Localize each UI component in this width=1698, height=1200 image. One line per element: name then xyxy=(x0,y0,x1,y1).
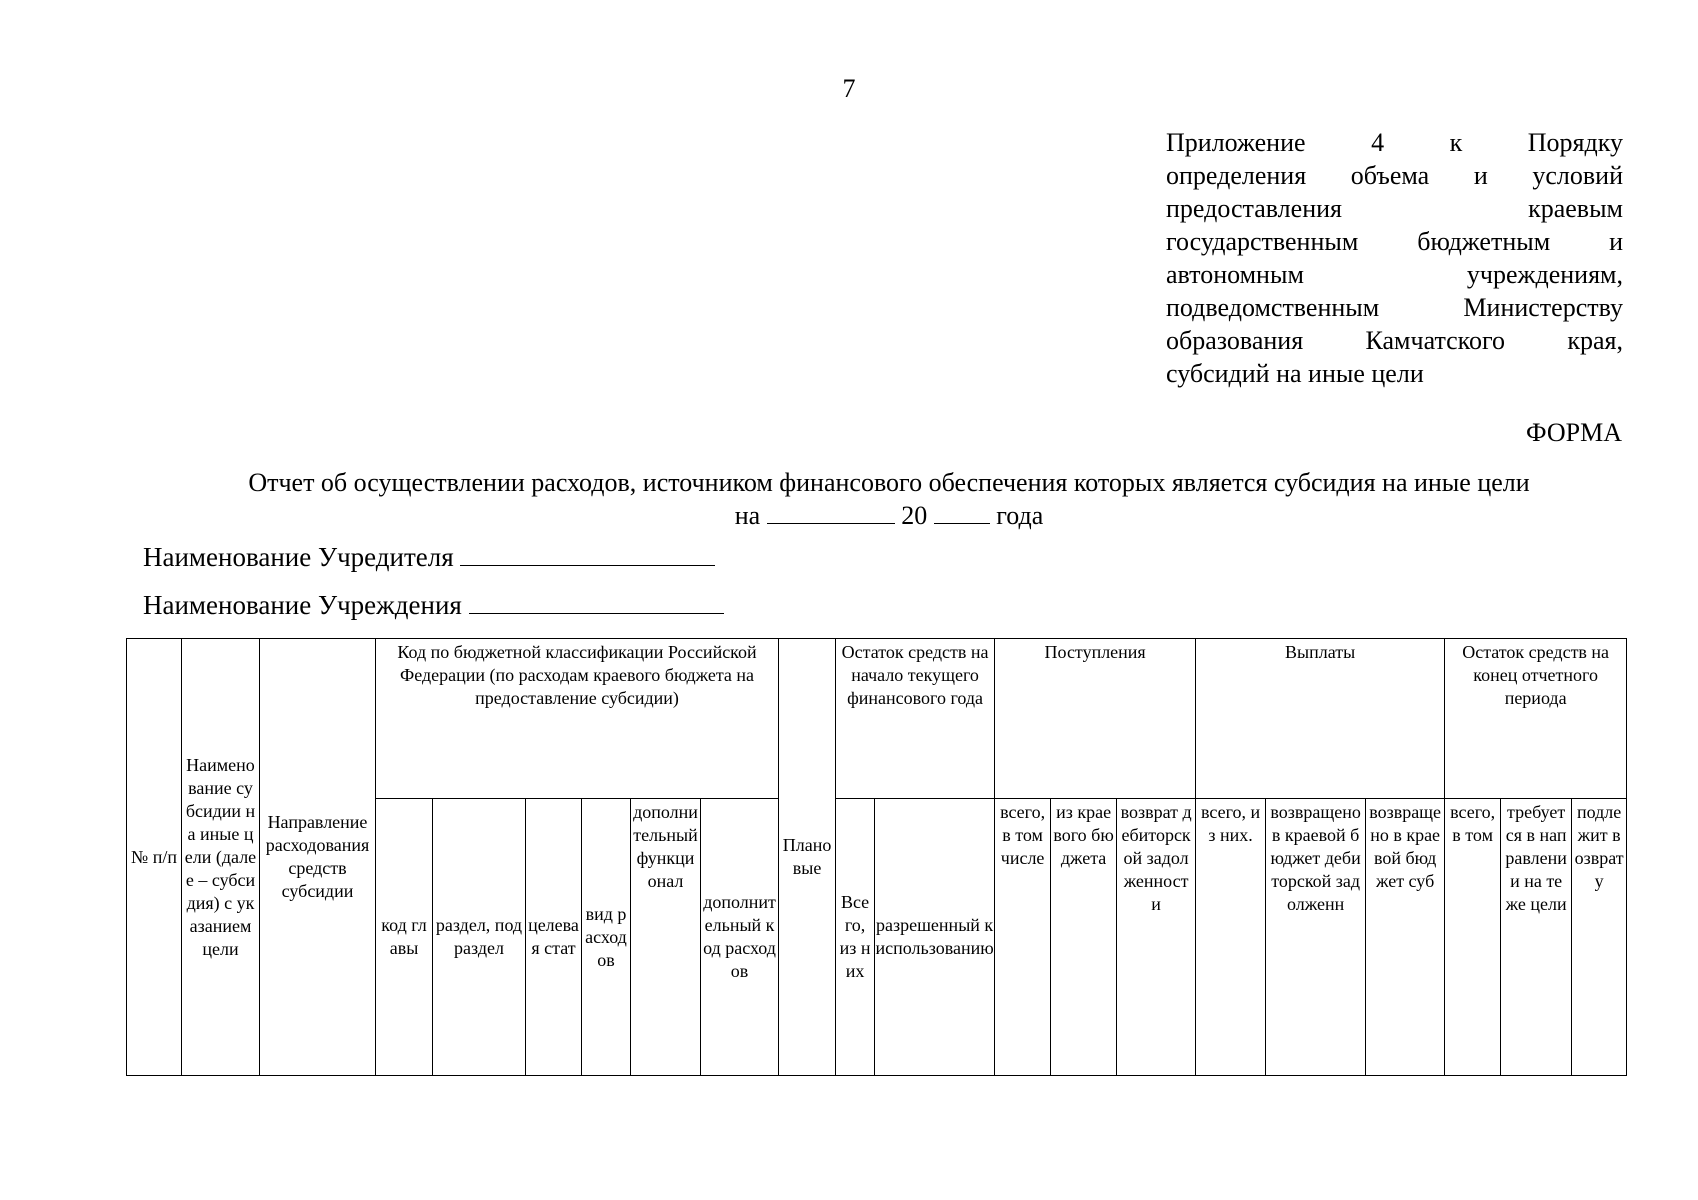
appendix-line: определения объема и условий xyxy=(1166,161,1623,190)
header-planned: Плановые xyxy=(779,639,836,1076)
appendix-line: Приложение 4 к Порядку xyxy=(1166,128,1623,157)
appendix-line: государственным бюджетным и xyxy=(1166,227,1623,256)
header-payments: Выплаты xyxy=(1196,639,1445,799)
appendix-line: подведомственным Министерству xyxy=(1166,293,1623,322)
header-budget-code: Код по бюджетной классификации Российской Федерации (по расходам краевого бюджета на предоставление субсидии) xyxy=(376,639,779,799)
appendix-line: субсидий на иные цели xyxy=(1166,359,1424,388)
header-additional-expense-code: дополнительный код расходов xyxy=(701,799,779,1076)
header-closing-total: всего, в том xyxy=(1445,799,1501,1076)
header-additional-functional: дополнительный функционал xyxy=(631,799,701,1076)
institution-row xyxy=(143,590,724,621)
appendix-line: образования Камчатского края, xyxy=(1166,326,1623,355)
founder-row xyxy=(143,542,715,573)
header-opening-total: Всего, из них xyxy=(836,799,875,1076)
header-receipts-returns: возврат дебиторской задолженности xyxy=(1117,799,1196,1076)
report-date-year: 20 xyxy=(901,501,928,530)
appendix-reference xyxy=(1166,126,1623,390)
header-payments-returned-debt: возвращено в краевой бюджет дебиторской задолженн xyxy=(1266,799,1366,1076)
founder-blank[interactable] xyxy=(460,543,715,566)
header-number: № п/п xyxy=(127,639,182,1076)
header-receipts-total: всего, в том числе xyxy=(995,799,1051,1076)
appendix-line: автономным учреждениям, xyxy=(1166,260,1623,289)
header-receipts-regional: из краевого бюджета xyxy=(1051,799,1117,1076)
founder-label: Наименование Учредителя xyxy=(143,542,454,572)
header-section: раздел, подраздел xyxy=(433,799,526,1076)
report-date-prefix: на xyxy=(734,501,761,530)
header-subsidy-name: Наименование субсидии на иные цели (далее – субсидия) с указанием цели xyxy=(182,639,260,1076)
form-label: ФОРМА xyxy=(1526,418,1622,447)
header-expense-type: вид расходов xyxy=(582,799,631,1076)
institution-label: Наименование Учреждения xyxy=(143,590,462,620)
header-chapter-code: код главы xyxy=(376,799,433,1076)
report-date-blank[interactable] xyxy=(767,501,895,524)
header-closing-balance: Остаток средств на конец отчетного периода xyxy=(1445,639,1627,799)
header-opening-allowed: разрешенный к использованию xyxy=(875,799,995,1076)
report-year-blank[interactable] xyxy=(934,501,990,524)
header-direction: Направление расходования средств субсидии xyxy=(260,639,376,1076)
appendix-line: предоставления краевым xyxy=(1166,194,1623,223)
header-closing-return: подлежит возврату xyxy=(1572,799,1627,1076)
page-number: 7 xyxy=(842,74,856,103)
institution-blank[interactable] xyxy=(469,591,724,614)
header-payments-returned-sub: возвращено в краевой бюджет суб xyxy=(1366,799,1445,1076)
header-payments-total: всего, из них. xyxy=(1196,799,1266,1076)
header-opening-balance: Остаток средств на начало текущего финансового года xyxy=(836,639,995,799)
report-title-text: Отчет об осуществлении расходов, источником финансового обеспечения которых является субсидия на иные цели xyxy=(248,468,1530,497)
report-date-line xyxy=(0,499,1698,532)
header-closing-required: требуется в направлении на те же цели xyxy=(1501,799,1572,1076)
header-receipts: Поступления xyxy=(995,639,1196,799)
header-target-article: целевая стат xyxy=(526,799,582,1076)
report-title xyxy=(0,466,1698,532)
report-table xyxy=(126,638,1627,1076)
report-date-suffix: года xyxy=(996,501,1044,530)
